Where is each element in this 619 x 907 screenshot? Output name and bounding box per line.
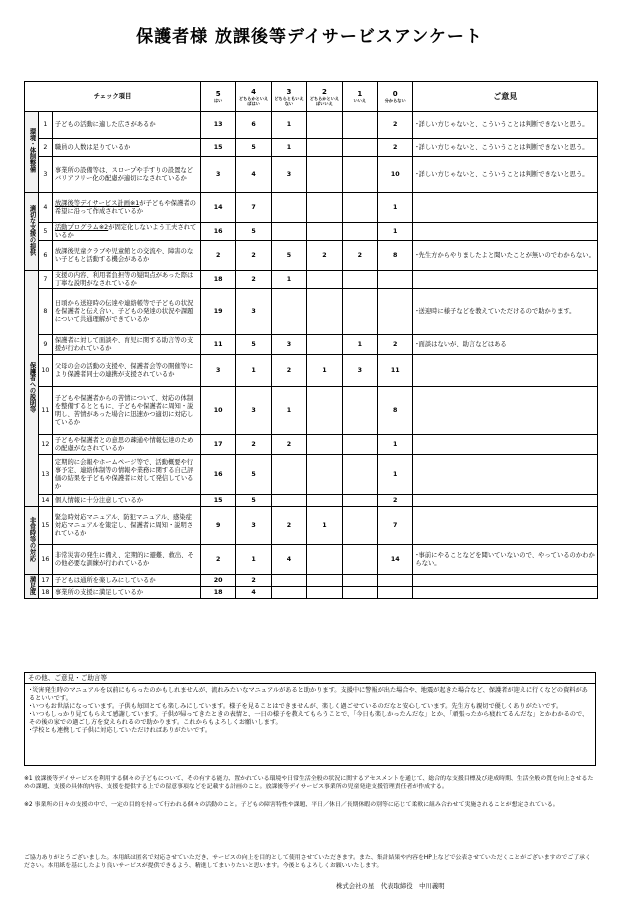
score-cell-v1: 1	[342, 335, 377, 355]
score-cell-v0: 8	[378, 241, 413, 271]
category-label: 満足度	[25, 575, 39, 599]
score-cell-v5: 18	[200, 587, 235, 599]
other-opinion-line: ･学校とも連携して子供に対応していただければありがたいです。	[29, 727, 212, 734]
table-row	[25, 223, 598, 241]
opinion-cell	[413, 507, 598, 545]
score-cell-v3: 2	[271, 435, 306, 455]
score-cell-v2	[307, 193, 342, 223]
score-cell-v5: 15	[200, 139, 235, 157]
table-row	[25, 335, 598, 355]
score-cell-v4: 2	[236, 271, 271, 289]
table-row	[25, 587, 598, 599]
score-cell-v1	[342, 157, 377, 193]
score-cell-v1	[342, 193, 377, 223]
score-cell-v0	[378, 289, 413, 335]
item-text: 父母の会の活動の支援や、保護者会等の開催等により保護者同士の連携が支援されているか	[52, 355, 200, 387]
score-cell-v3: 5	[271, 241, 306, 271]
score-cell-v2	[307, 271, 342, 289]
table-row	[25, 387, 598, 435]
score-cell-v4: 5	[236, 139, 271, 157]
score-cell-v4: 1	[236, 545, 271, 575]
score-cell-v1	[342, 289, 377, 335]
score-cell-v0: 7	[378, 507, 413, 545]
score-cell-v0: 2	[378, 112, 413, 139]
opinion-cell: ･先生方からやりましたよと聞いたことが無いのでわからない。	[413, 241, 598, 271]
score-cell-v3: 3	[271, 335, 306, 355]
item-text: 事業所の支援に満足しているか	[52, 587, 200, 599]
scale-1-header: 1 いいえ	[342, 82, 377, 112]
page-title: 保護者様 放課後等デイサービスアンケート	[136, 27, 483, 47]
score-cell-v1	[342, 495, 377, 507]
score-cell-v5: 20	[200, 575, 235, 587]
item-number: 10	[38, 355, 52, 387]
score-cell-v0	[378, 575, 413, 587]
score-cell-v0: 14	[378, 545, 413, 575]
score-cell-v4: 5	[236, 495, 271, 507]
score-cell-v2	[307, 587, 342, 599]
score-cell-v5: 10	[200, 387, 235, 435]
score-cell-v1	[342, 545, 377, 575]
score-cell-v5: 16	[200, 223, 235, 241]
score-cell-v2	[307, 387, 342, 435]
table-row	[25, 355, 598, 387]
closing-message: ご協力ありがとうございました。本用紙は匿名で対応させていただき、サービスの向上を目的として使用させていただきます。また、集計結果や内容をHP上などで公表させていただくことがございますのでご了承ください。本用紙を基にしたより良いサービスが提供できるよう、精進してまいりたいと思います。今後ともよろしくお願いいたします。	[24, 855, 591, 869]
score-cell-v0	[378, 587, 413, 599]
score-cell-v3: 1	[271, 139, 306, 157]
score-cell-v5: 15	[200, 495, 235, 507]
score-cell-v5: 13	[200, 112, 235, 139]
score-cell-v0: 10	[378, 157, 413, 193]
item-number: 6	[38, 241, 52, 271]
score-cell-v2	[307, 157, 342, 193]
item-number: 12	[38, 435, 52, 455]
item-number: 8	[38, 289, 52, 335]
score-cell-v4: 3	[236, 289, 271, 335]
score-cell-v2: 2	[307, 241, 342, 271]
score-cell-v1	[342, 435, 377, 455]
score-cell-v2	[307, 335, 342, 355]
item-number: 1	[38, 112, 52, 139]
scale-3-header: 3 どちらともいえない	[271, 82, 306, 112]
score-cell-v1	[342, 271, 377, 289]
score-cell-v5: 2	[200, 545, 235, 575]
table-row	[25, 193, 598, 223]
table-row	[25, 507, 598, 545]
item-text: 活動プログラム※2が固定化しないよう工夫されているか	[52, 223, 200, 241]
score-cell-v5: 16	[200, 455, 235, 495]
score-cell-v5: 14	[200, 193, 235, 223]
table-row	[25, 545, 598, 575]
score-cell-v3: 4	[271, 545, 306, 575]
scale-2-header: 2 どちらかといえばいいえ	[307, 82, 342, 112]
score-cell-v5: 3	[200, 355, 235, 387]
opinion-cell	[413, 495, 598, 507]
score-cell-v3: 2	[271, 355, 306, 387]
score-cell-v3	[271, 289, 306, 335]
score-cell-v0: 2	[378, 495, 413, 507]
item-text: 日頃から送迎時の伝達や連絡帳等で子どもの状況を保護者と伝え合い、子どもの発達の状況や課題について共通理解ができているか	[52, 289, 200, 335]
table-row	[25, 575, 598, 587]
score-cell-v3	[271, 193, 306, 223]
score-cell-v5: 3	[200, 157, 235, 193]
table-row	[25, 289, 598, 335]
score-cell-v0: 1	[378, 435, 413, 455]
score-cell-v2	[307, 139, 342, 157]
score-cell-v3	[271, 575, 306, 587]
score-cell-v1	[342, 587, 377, 599]
score-cell-v3	[271, 223, 306, 241]
category-label: 適切な支援の提供	[25, 193, 39, 271]
score-cell-v2	[307, 435, 342, 455]
score-cell-v2	[307, 545, 342, 575]
item-text: 緊急時対応マニュアル、防犯マニュアル、感染症対応マニュアルを策定し、保護者に周知・説明されているか	[52, 507, 200, 545]
item-text: 子どもや保護者からの苦情について、対応の体制を整備するとともに、子どもや保護者に周知・説明し、苦情があった場合に迅速かつ適切に対応しているか	[52, 387, 200, 435]
score-cell-v5: 9	[200, 507, 235, 545]
item-text: 子どもや保護者との意思の疎通や情報伝達のための配慮がなされているか	[52, 435, 200, 455]
opinion-cell	[413, 455, 598, 495]
opinion-cell: ･送迎時に様子などを教えていただけるので助かります。	[413, 289, 598, 335]
score-cell-v4: 5	[236, 223, 271, 241]
score-cell-v4: 7	[236, 193, 271, 223]
score-cell-v2	[307, 112, 342, 139]
header-row	[25, 82, 598, 112]
score-cell-v1: 3	[342, 355, 377, 387]
score-cell-v3	[271, 587, 306, 599]
score-cell-v1	[342, 507, 377, 545]
score-cell-v3: 1	[271, 387, 306, 435]
item-text: 放課後等デイサービス計画※1が子どもや保護者の希望に沿って作成されているか	[52, 193, 200, 223]
score-cell-v4: 2	[236, 435, 271, 455]
opinion-cell	[413, 587, 598, 599]
table-row	[25, 271, 598, 289]
item-text: 非常災害の発生に備え、定期的に避難、救出、その他必要な訓練が行われているか	[52, 545, 200, 575]
score-cell-v4: 3	[236, 387, 271, 435]
item-text: 放課後児童クラブや児童館との交流や、障害のない子どもと活動する機会があるか	[52, 241, 200, 271]
score-cell-v0: 8	[378, 387, 413, 435]
score-cell-v0: 2	[378, 335, 413, 355]
score-cell-v0: 11	[378, 355, 413, 387]
score-cell-v5: 11	[200, 335, 235, 355]
other-opinions-heading: その他、ご意見・ご助言等	[25, 673, 595, 684]
item-number: 4	[38, 193, 52, 223]
score-cell-v5: 17	[200, 435, 235, 455]
opinion-cell	[413, 271, 598, 289]
item-text: 個人情報に十分注意しているか	[52, 495, 200, 507]
score-cell-v1: 2	[342, 241, 377, 271]
score-cell-v4: 6	[236, 112, 271, 139]
item-number: 16	[38, 545, 52, 575]
opinion-cell	[413, 435, 598, 455]
item-number: 3	[38, 157, 52, 193]
opinion-cell	[413, 387, 598, 435]
other-opinions-box	[24, 672, 596, 766]
item-number: 5	[38, 223, 52, 241]
item-number: 2	[38, 139, 52, 157]
score-cell-v4: 5	[236, 335, 271, 355]
survey-table	[24, 81, 598, 599]
score-cell-v1	[342, 223, 377, 241]
score-cell-v4: 2	[236, 241, 271, 271]
table-row	[25, 241, 598, 271]
score-cell-v4: 2	[236, 575, 271, 587]
item-text: 子どもの活動に適した広さがあるか	[52, 112, 200, 139]
score-cell-v2: 1	[307, 507, 342, 545]
opinion-cell	[413, 223, 598, 241]
item-number: 13	[38, 455, 52, 495]
other-opinions-body	[25, 684, 595, 738]
score-cell-v5: 19	[200, 289, 235, 335]
opinion-cell	[413, 355, 598, 387]
opinion-cell: ･面談はないが、助言などはある	[413, 335, 598, 355]
category-label: 非常時等の対応	[25, 507, 39, 575]
signature: 株式会社の星 代表取締役 中川義明	[336, 882, 445, 890]
score-cell-v5: 18	[200, 271, 235, 289]
item-text: 職員の人数は足りているか	[52, 139, 200, 157]
score-cell-v4: 5	[236, 455, 271, 495]
score-cell-v0: 1	[378, 223, 413, 241]
score-cell-v3: 1	[271, 112, 306, 139]
score-cell-v5: 2	[200, 241, 235, 271]
table-row	[25, 435, 598, 455]
score-cell-v3: 1	[271, 271, 306, 289]
item-text: 事業所の設備等は、スロープや手すりの設置などバリアフリー化の配慮が適切になされているか	[52, 157, 200, 193]
score-cell-v1	[342, 112, 377, 139]
scale-4-header: 4 どちらかといえばはい	[236, 82, 271, 112]
item-number: 18	[38, 587, 52, 599]
score-cell-v3	[271, 495, 306, 507]
score-cell-v3: 3	[271, 157, 306, 193]
opinion-header: ご意見	[413, 82, 598, 112]
item-number: 7	[38, 271, 52, 289]
opinion-cell: ･詳しい方じゃないと、こういうことは判断できないと思う。	[413, 112, 598, 139]
category-label: 環境・体制整備	[25, 112, 39, 193]
item-text: 定期的に会報やホームページ等で、活動概要や行事予定、連絡体制等の情報や業務に関する自己評価の結果を子どもや保護者に対して発信しているか	[52, 455, 200, 495]
other-opinion-line: ･災害発生時のマニュアルを以前にもらったのかもしれませんが、流れみたいなマニュアルがあると助かります。支援中に警報が出た場合や、地震が起きた場合など、保護者が迎えに行くなどの資料があるといいです。	[29, 687, 588, 702]
table-row	[25, 495, 598, 507]
item-number: 9	[38, 335, 52, 355]
score-cell-v0: 2	[378, 139, 413, 157]
score-cell-v2	[307, 289, 342, 335]
table-row	[25, 157, 598, 193]
item-text: 子どもは通所を楽しみにしているか	[52, 575, 200, 587]
score-cell-v4: 3	[236, 507, 271, 545]
score-cell-v4: 4	[236, 157, 271, 193]
score-cell-v3: 2	[271, 507, 306, 545]
score-cell-v2: 1	[307, 355, 342, 387]
table-row	[25, 455, 598, 495]
check-item-header: チェック項目	[25, 82, 201, 112]
other-opinion-line: ･いつもお世話になっています。子供も毎回とても楽しみにしています。様子を見ることはできませんが、楽しく過ごせているのだなと安心しています。先生方も親切で優しくありがたいです。	[29, 703, 563, 710]
footnote-2: ※2 事業所の日々の支援の中で、一定の目的を持って行われる個々の活動のこと。子どもの障害特性や課題、平日／休日／長期休暇の別等に応じて柔軟に組み合わせて実施されることが想定されている。	[24, 802, 559, 808]
item-number: 11	[38, 387, 52, 435]
score-cell-v3	[271, 455, 306, 495]
opinion-cell: ･事前にやることなどを聞いていないので、やっているのかわからない。	[413, 545, 598, 575]
score-cell-v1	[342, 575, 377, 587]
item-number: 15	[38, 507, 52, 545]
item-text: 保護者に対して面談や、育児に関する助言等の支援が行われているか	[52, 335, 200, 355]
opinion-cell	[413, 193, 598, 223]
score-cell-v1	[342, 455, 377, 495]
score-cell-v4: 1	[236, 355, 271, 387]
opinion-cell	[413, 575, 598, 587]
other-opinion-line: ･いつもしっかり見てもらえて感謝しています。子供が帰ってきたときの表情と、一日の様子を教えてもらうことで、「今日も楽しかったんだな」とか、「頑張ったから疲れてるんだな」とかわかるので、その後の家での過ごし方を変えられるので助かります。これからもよろしくお願いします。	[29, 711, 589, 726]
scale-0-header: 0 分からない	[378, 82, 413, 112]
item-number: 14	[38, 495, 52, 507]
scale-5-header: 5 はい	[200, 82, 235, 112]
item-number: 17	[38, 575, 52, 587]
score-cell-v2	[307, 455, 342, 495]
score-cell-v2	[307, 575, 342, 587]
score-cell-v1	[342, 139, 377, 157]
table-row	[25, 112, 598, 139]
table-row	[25, 139, 598, 157]
score-cell-v1	[342, 387, 377, 435]
score-cell-v2	[307, 223, 342, 241]
category-label: 保護者への説明等	[25, 271, 39, 507]
opinion-cell: ･詳しい方じゃないと、こういうことは判断できないと思う。	[413, 139, 598, 157]
score-cell-v0: 1	[378, 193, 413, 223]
opinion-cell: ･詳しい方じゃないと、こういうことは判断できないと思う。	[413, 157, 598, 193]
footnote-1: ※1 放課後等デイサービスを利用する個々の子どもについて、その有する能力、置かれている環境や日常生活全般の状況に関するアセスメントを通じて、総合的な支援目標及び達成時期、生活全般の質を向上させるための課題、支援の具体的内容、支援を提供する上での留意事項などを記載する計画のこと。放課後等デイサービス事業所の児童発達支援管理責任者が作成する。	[24, 776, 594, 790]
score-cell-v0: 1	[378, 455, 413, 495]
score-cell-v0	[378, 271, 413, 289]
score-cell-v2	[307, 495, 342, 507]
item-text: 支援の内容、利用者負担等の疑問点があった際は丁寧な説明がなされているか	[52, 271, 200, 289]
score-cell-v4: 4	[236, 587, 271, 599]
